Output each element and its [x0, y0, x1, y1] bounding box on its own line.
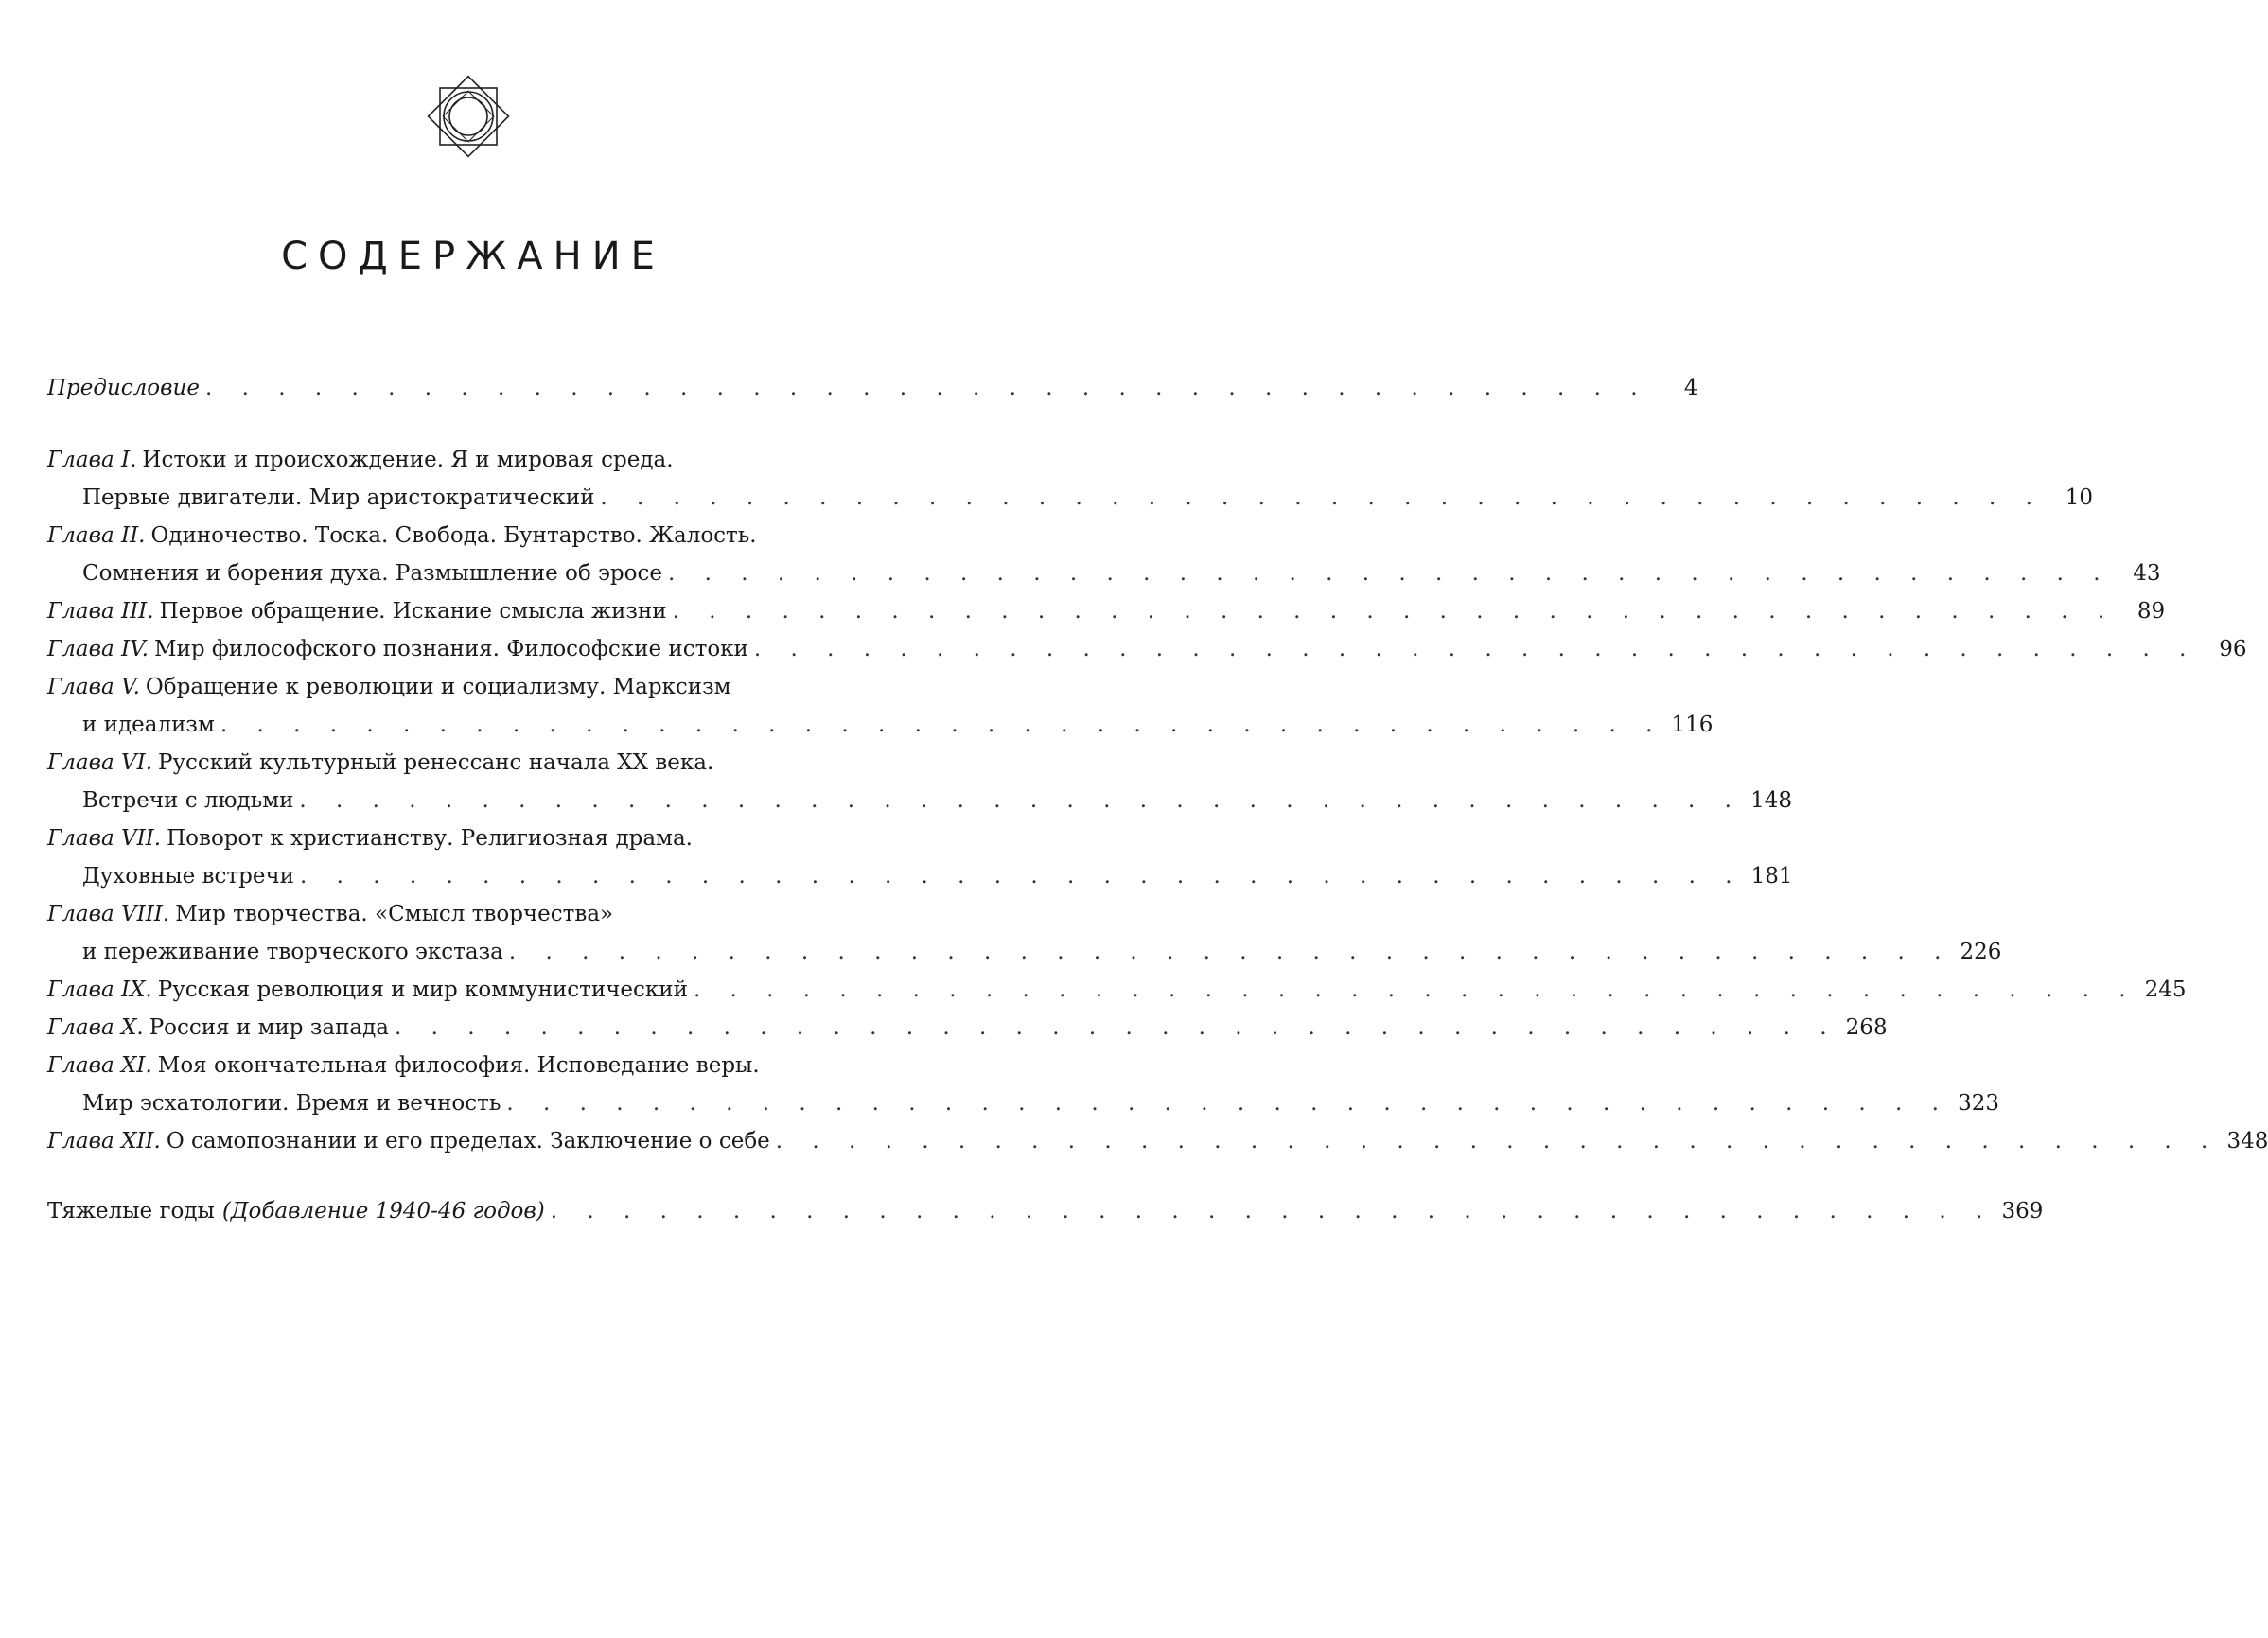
page-title: СОДЕРЖАНИЕ: [281, 235, 665, 278]
chapter-title-cont: Встречи с людьми: [82, 788, 294, 813]
toc-entry-chapter-3[interactable]: [47, 592, 2166, 630]
chapter-title-cont: Сомнения и борения духа. Размышление об эросе: [82, 561, 662, 586]
chapter-title: Истоки и происхождение. Я и мировая среда.: [142, 448, 674, 472]
chapter-number: Глава VIII.: [47, 902, 170, 926]
geometric-star-ornament-icon: [416, 64, 520, 168]
toc-entry-chapter-6-cont[interactable]: [47, 782, 1792, 819]
dot-leader: . . . . . . . . . . . . . . . . . . . . . . . . . . . . . . . . . . . . . . . .: [672, 599, 2117, 624]
chapter-title: Моя окончательная философия. Исповедание веры.: [157, 1053, 760, 1078]
chapter-number: Глава I.: [47, 448, 137, 472]
toc-entry-chapter-5[interactable]: [47, 668, 880, 706]
page-number: 369: [2001, 1199, 2044, 1224]
page-number: 323: [1958, 1091, 1999, 1116]
dot-leader: . . . . . . . . . . . . . . . . . . . . . . . . . . . . . . . . . . . . . . . .: [508, 940, 1953, 964]
toc-entry-chapter-10[interactable]: [47, 1009, 1888, 1047]
toc-entry-chapter-12[interactable]: [47, 1122, 2268, 1160]
dot-leader: . . . . . . . . . . . . . . . . . . . . . . . . . . . . . . . . . . . . . . . .: [204, 376, 1649, 400]
toc-entry-chapter-2-cont[interactable]: [47, 555, 2161, 592]
chapter-number: Глава IX.: [47, 978, 152, 1002]
chapter-title-cont: и идеализм: [82, 713, 215, 737]
chapter-title: Первое обращение. Искание смысла жизни: [159, 599, 667, 624]
chapter-number: Глава VI.: [47, 750, 153, 775]
toc-entry-chapter-2[interactable]: [47, 517, 880, 555]
toc-entry-chapter-7-cont[interactable]: [47, 857, 1793, 895]
page-number: 10: [2065, 485, 2093, 510]
chapter-title-cont: и переживание творческого экстаза: [82, 940, 503, 964]
dot-leader: . . . . . . . . . . . . . . . . . . . . . . . . . . . . . . . . . . . . . . . .: [600, 485, 2044, 510]
chapter-title-cont: Духовные встречи: [82, 864, 294, 889]
page-number: 348: [2226, 1129, 2268, 1154]
toc-entry-chapter-1[interactable]: [47, 441, 880, 479]
chapter-number: Глава V.: [47, 675, 140, 699]
page-number: 226: [1960, 940, 2002, 964]
page-number: 96: [2219, 637, 2247, 661]
dot-leader: . . . . . . . . . . . . . . . . . . . . . . . . . . . . . . . . . . . . . . . .: [299, 864, 1744, 889]
page-number: 43: [2133, 561, 2161, 586]
dot-leader: . . . . . . . . . . . . . . . . . . . . . . . . . . . . . . . . . . . . . . . .: [506, 1091, 1950, 1116]
toc-entry-appendix[interactable]: [47, 1192, 2044, 1230]
toc-entry-chapter-7[interactable]: [47, 819, 880, 857]
chapter-number: Глава II.: [47, 523, 146, 548]
toc-entry-chapter-11[interactable]: [47, 1047, 880, 1084]
page-number: 181: [1750, 864, 1793, 889]
toc-entry-chapter-8-cont[interactable]: [47, 933, 2002, 971]
appendix-label: Тяжелые годы: [47, 1199, 215, 1224]
dot-leader: . . . . . . . . . . . . . . . . . . . . . . . . . . . . . . . . . . . . . . . .: [395, 1015, 1838, 1040]
dot-leader: . . . . . . . . . . . . . . . . . . . . . . . . . . . . . . . . . . . . . . . .: [753, 637, 2198, 661]
toc-entry-chapter-9[interactable]: [47, 971, 2187, 1009]
toc-entry-chapter-11-cont[interactable]: [47, 1084, 1999, 1122]
dot-leader: . . . . . . . . . . . . . . . . . . . . . . . . . . . . . . . . . . . . . . . .: [693, 978, 2137, 1002]
dot-leader: . . . . . . . . . . . . . . . . . . . . . . . . . . . . . . . . . . . . . . . .: [220, 713, 1664, 737]
chapter-number: Глава VII.: [47, 826, 162, 851]
page-number: 268: [1845, 1015, 1888, 1040]
dot-leader: . . . . . . . . . . . . . . . . . . . . . . . . . . . . . . . . . . . . . . . .: [299, 788, 1743, 813]
chapter-number: Глава IV.: [47, 637, 149, 661]
chapter-title-cont: Первые двигатели. Мир аристократический: [82, 485, 595, 510]
page-number: 89: [2136, 599, 2166, 624]
preface-label: Предисловие: [47, 376, 200, 400]
toc-entry-chapter-8[interactable]: [47, 895, 880, 933]
chapter-title-cont: Мир эсхатологии. Время и вечность: [82, 1091, 501, 1116]
chapter-title: Россия и мир запада: [149, 1015, 389, 1040]
page-number: 245: [2144, 978, 2187, 1002]
appendix-note: (Добавление 1940-46 годов): [221, 1199, 545, 1224]
chapter-number: Глава III.: [47, 599, 154, 624]
chapter-title: Поворот к христианству. Религиозная драма.: [167, 826, 693, 851]
page-number: 148: [1750, 788, 1792, 813]
toc-entry-chapter-1-cont[interactable]: [47, 479, 2093, 517]
toc-entry-preface[interactable]: [47, 369, 1698, 407]
chapter-title: Одиночество. Тоска. Свобода. Бунтарство. Жалость.: [150, 523, 757, 548]
chapter-title: Мир творчества. «Смысл творчества»: [175, 902, 614, 926]
dot-leader: . . . . . . . . . . . . . . . . . . . . . . . . . . . . . . . . . . . . . . . .: [550, 1199, 1995, 1224]
chapter-title: Обращение к революции и социализму. Марксизм: [145, 675, 731, 699]
toc-entry-chapter-5-cont[interactable]: [47, 706, 1714, 744]
chapter-title: Русская революция и мир коммунистический: [157, 978, 688, 1002]
dot-leader: . . . . . . . . . . . . . . . . . . . . . . . . . . . . . . . . . . . . . . . .: [667, 561, 2112, 586]
chapter-title: Мир философского познания. Философские истоки: [153, 637, 748, 661]
chapter-number: Глава XII.: [47, 1129, 161, 1154]
chapter-number: Глава X.: [47, 1015, 144, 1040]
chapter-title: О самопознании и его пределах. Заключение о себе: [166, 1129, 770, 1154]
toc-entry-chapter-4[interactable]: [47, 630, 2247, 668]
toc-entry-chapter-6[interactable]: [47, 744, 880, 782]
dot-leader: . . . . . . . . . . . . . . . . . . . . . . . . . . . . . . . . . . . . . . . .: [775, 1129, 2220, 1154]
table-of-contents: [47, 369, 2268, 1230]
chapter-title: Русский культурный ренессанс начала XX века.: [158, 750, 714, 775]
page-number: 4: [1683, 376, 1698, 400]
chapter-number: Глава XI.: [47, 1053, 152, 1078]
page-number: 116: [1671, 713, 1714, 737]
